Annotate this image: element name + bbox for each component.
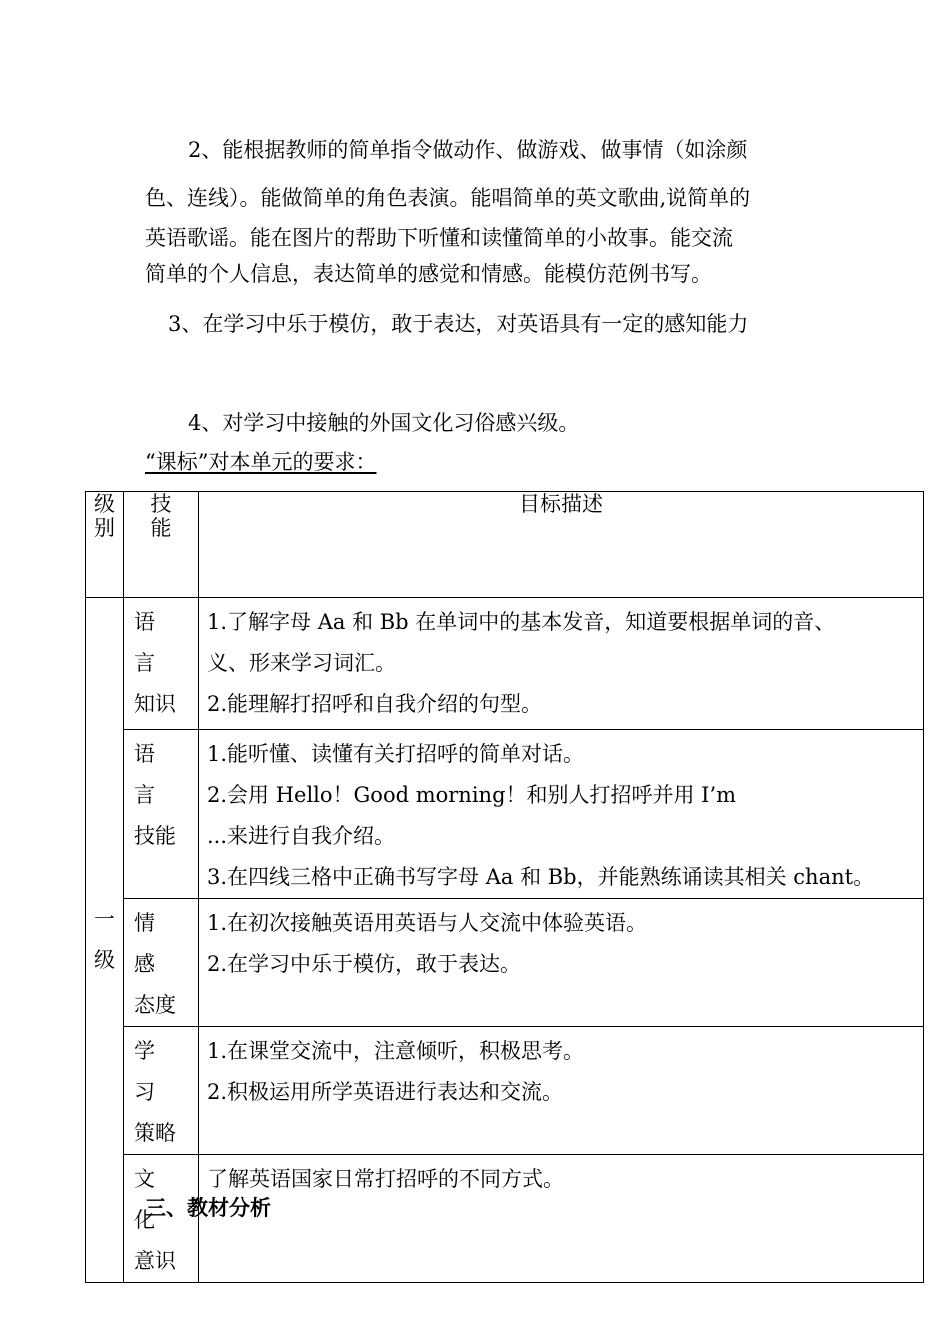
- section-title: 三、教材分析: [145, 1195, 271, 1220]
- skill-label: 策略: [134, 1121, 176, 1145]
- description-cell: [199, 899, 924, 1027]
- description-line: 2.在学习中乐于模仿，敢于表达。: [207, 952, 522, 976]
- skill-cell: [124, 1027, 199, 1155]
- paragraph-3: 3、在学习中乐于模仿，敢于表达，对英语具有一定的感知能力: [168, 312, 749, 336]
- header-skill-char: 能: [150, 516, 172, 540]
- header-description-cell: [199, 492, 924, 598]
- description-line: 2.会用 Hello！Good morning！和别人打招呼并用 I’m: [207, 783, 737, 807]
- paragraph-2-line-2: 色、连线）。能做简单的角色表演。能唱简单的英文歌曲,说简单的: [145, 186, 751, 210]
- level-char: 一: [94, 907, 115, 931]
- skill-label: 语 言: [134, 610, 161, 675]
- description-cell: [199, 730, 924, 899]
- skill-cell: [124, 598, 199, 730]
- skill-label: 情 感: [134, 911, 161, 976]
- description-line: 1.在初次接触英语用英语与人交流中体验英语。: [207, 911, 648, 935]
- description-cell: [199, 1155, 924, 1283]
- paragraph-2-line-1: 2、能根据教师的简单指令做动作、做游戏、做事情（如涂颜: [188, 138, 748, 162]
- description-line: 2.积极运用所学英语进行表达和交流。: [207, 1080, 564, 1104]
- level-char: 级: [94, 948, 115, 972]
- header-skill-char: 技: [150, 492, 172, 516]
- table-row: [86, 899, 924, 1027]
- description-line: 1.在课堂交流中，注意倾听，积极思考。: [207, 1039, 585, 1063]
- description-line: 1.了解字母 Aa 和 Bb 在单词中的基本发音，知道要根据单词的音、: [207, 610, 836, 634]
- paragraph-4: 4、对学习中接触的外国文化习俗感兴级。: [188, 411, 580, 435]
- skill-label: 技能: [134, 824, 176, 848]
- description-line: 1.能听懂、读懂有关打招呼的简单对话。: [207, 742, 585, 766]
- description-cell: [199, 598, 924, 730]
- skill-label: 态度: [134, 993, 176, 1017]
- skill-label: 意识: [134, 1249, 176, 1273]
- skill-label: 学 习: [134, 1039, 161, 1104]
- level-cell: [86, 598, 124, 1283]
- table-row: [86, 730, 924, 899]
- header-level-char: 别: [94, 516, 115, 540]
- description-cell: [199, 1027, 924, 1155]
- description-line: 3.在四线三格中正确书写字母 Aa 和 Bb，并能熟练诵读其相关 chant。: [207, 865, 875, 889]
- skill-cell: [124, 899, 199, 1027]
- header-level-cell: [86, 492, 124, 598]
- paragraph-2-line-3: 英语歌谣。能在图片的帮助下听懂和读懂简单的小故事。能交流: [145, 226, 733, 250]
- skill-label: 语 言: [134, 742, 161, 807]
- header-description: 目标描述: [519, 492, 603, 516]
- header-skill-cell: [124, 492, 199, 598]
- curriculum-standards-table: [85, 491, 924, 1283]
- table-row: [86, 598, 924, 730]
- table-row: [86, 1027, 924, 1155]
- skill-cell: [124, 730, 199, 899]
- skill-label: 文 化: [134, 1167, 161, 1232]
- requirement-heading: “课标”对本单元的要求：: [145, 450, 377, 474]
- skill-label: 知识: [134, 692, 176, 716]
- description-line: ...来进行自我介绍。: [207, 824, 396, 848]
- table-header-row: [86, 492, 924, 598]
- paragraph-2-line-4: 简单的个人信息，表达简单的感觉和情感。能模仿范例书写。: [145, 262, 712, 286]
- description-line: 义、形来学习词汇。: [207, 651, 396, 675]
- header-level-char: 级: [94, 492, 115, 516]
- description-line: 2.能理解打招呼和自我介绍的句型。: [207, 692, 543, 716]
- description-line: 了解英语国家日常打招呼的不同方式。: [207, 1167, 564, 1191]
